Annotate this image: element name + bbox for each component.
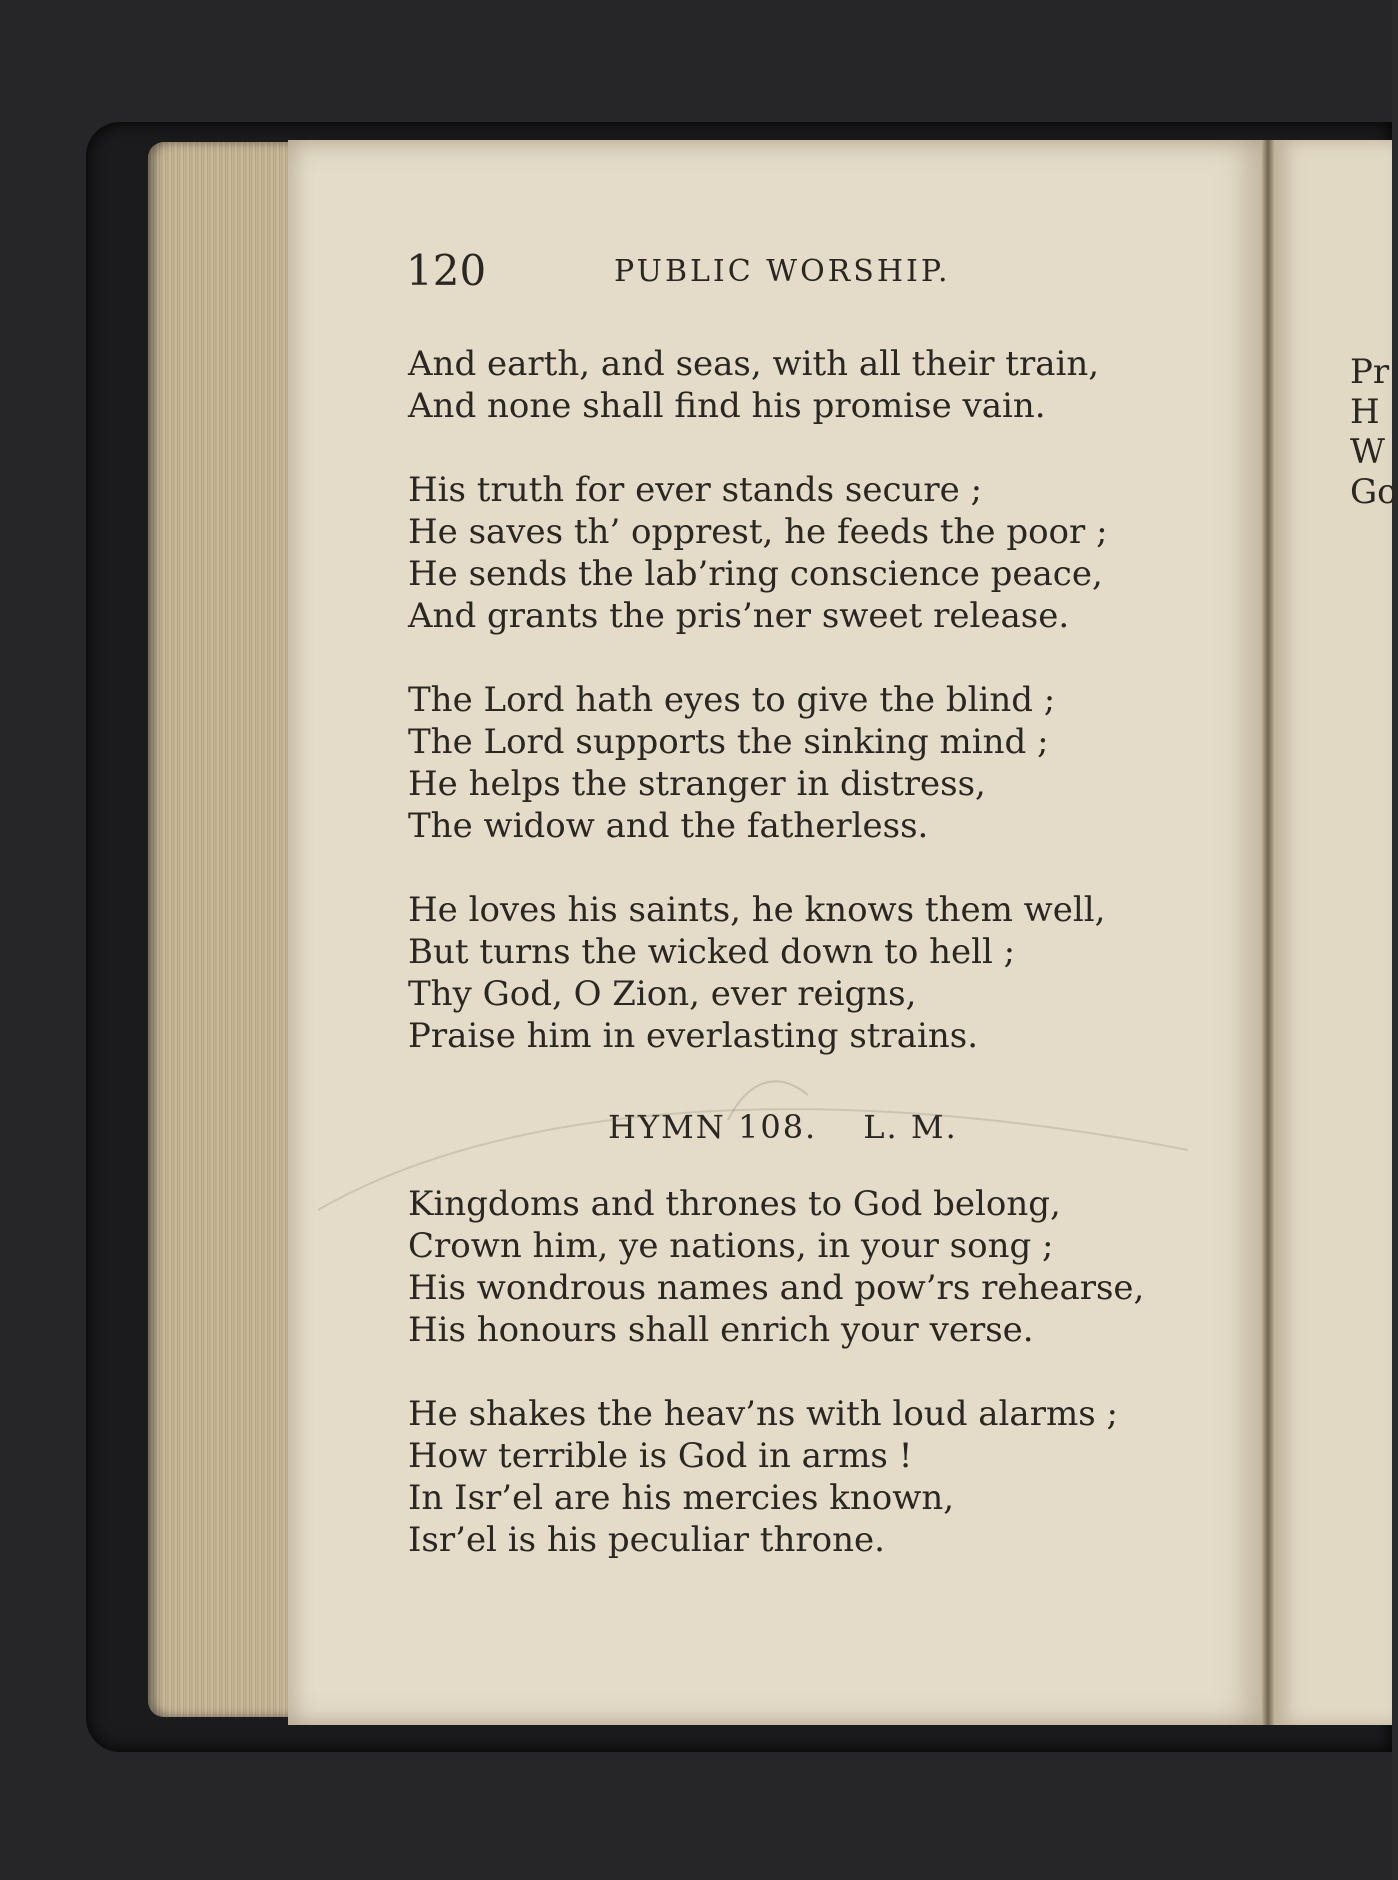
book-gutter: [1262, 140, 1274, 1725]
verse-line: His wondrous names and pow’rs rehearse,: [408, 1268, 1145, 1308]
verse-line: His honours shall enrich your verse.: [408, 1310, 1034, 1350]
facing-page: [1274, 140, 1398, 1725]
verse-line: He saves th’ opprest, he feeds the poor ;: [408, 512, 1108, 552]
verse-line: How terrible is God in arms !: [408, 1436, 913, 1476]
hymn-meter: L. M.: [863, 1108, 958, 1146]
facing-page-fragment: Pr: [1350, 352, 1390, 392]
facing-page-fragment: Go: [1350, 472, 1398, 512]
verse-line: Praise him in everlasting strains.: [408, 1016, 979, 1056]
running-title: PUBLIC WORSHIP.: [614, 254, 951, 289]
verse-line: Isr’el is his peculiar throne.: [408, 1520, 885, 1560]
verse-line: But turns the wicked down to hell ;: [408, 932, 1016, 972]
facing-page-fragment: W: [1350, 432, 1385, 472]
left-page: [288, 140, 1273, 1725]
verse-line: And grants the pris’ner sweet release.: [408, 596, 1070, 636]
verse-line: He loves his saints, he knows them well,: [408, 890, 1106, 930]
facing-page-fragment: H: [1350, 392, 1380, 432]
pencil-mark-icon: [308, 1040, 1208, 1240]
verse-line: And none shall find his promise vain.: [408, 386, 1046, 426]
page-number: 120: [406, 246, 487, 295]
verse-line: And earth, and seas, with all their train,: [408, 344, 1100, 384]
verse-line: The Lord hath eyes to give the blind ;: [408, 680, 1056, 720]
verse-line: In Isr’el are his mercies known,: [408, 1478, 955, 1518]
verse-line: The widow and the fatherless.: [408, 806, 929, 846]
verse-line: He shakes the heav’ns with loud alarms ;: [408, 1394, 1118, 1434]
verse-line: His truth for ever stands secure ;: [408, 470, 983, 510]
verse-line: He sends the lab’ring conscience peace,: [408, 554, 1103, 594]
page-header: [288, 246, 1273, 296]
verse-line: Kingdoms and thrones to God belong,: [408, 1184, 1061, 1224]
page-edges: [148, 142, 298, 1717]
verse-line: The Lord supports the sinking mind ;: [408, 722, 1049, 762]
hymn-number: HYMN 108.: [608, 1108, 818, 1146]
verse-line: Thy God, O Zion, ever reigns,: [408, 974, 917, 1014]
verse-line: Crown him, ye nations, in your song ;: [408, 1226, 1054, 1266]
verse-line: He helps the stranger in distress,: [408, 764, 986, 804]
